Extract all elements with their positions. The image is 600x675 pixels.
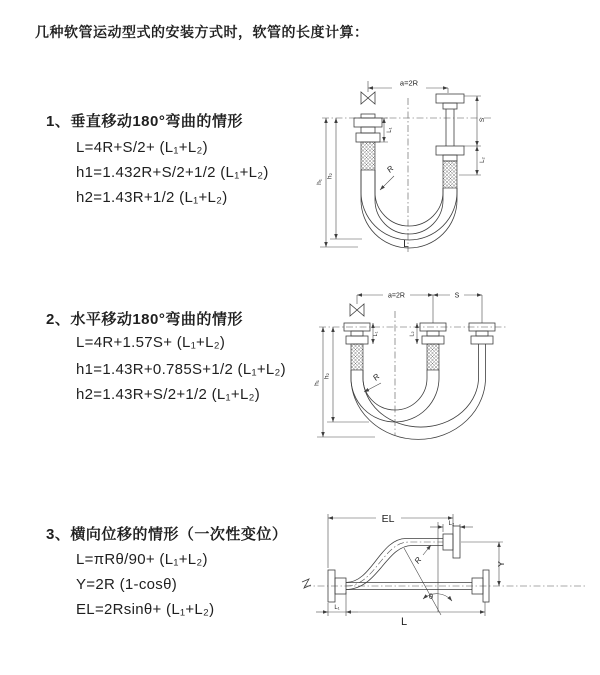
centerlines [319,311,508,435]
dim-label-y: Y [496,561,506,567]
diagram-horizontal-180 [303,283,588,448]
section-1-formula-h2: h2=1.43R+1/2 (L₁+L₂) [76,189,228,206]
section-3-formula-L: L=πRθ/90+ (L₁+L₂) [76,551,208,568]
diagram-lateral-displacement [300,498,590,648]
diagram-1-labels [316,79,486,251]
section-3-formula-EL: EL=2Rsinθ+ (L₁+L₂) [76,601,215,618]
pipe-break-symbol [302,579,311,588]
section-1-formula-h1: h1=1.432R+S/2+1/2 (L₁+L₂) [76,164,269,181]
dim-label-a2r: a=2R [399,78,419,88]
dim-label-s: S [479,117,486,123]
section-3-formula-Y: Y=2R (1-cosθ) [76,576,178,593]
left-fitting [354,114,382,170]
dim-label-l1: L₁ [387,127,393,133]
section-2-heading: 2、水平移动180°弯曲的情形 [46,311,243,328]
dim-label-r: R [371,372,382,383]
dim-label-l1: L₁ [334,605,340,611]
section-2-formula-h1: h1=1.43R+0.785S+1/2 (L₁+L₂) [76,361,286,378]
dim-label-h2: h₂ [323,372,331,380]
dim-label-h2: h₂ [326,172,334,180]
section-2-formula-L: L=4R+1.57S+ (L₁+L₂) [76,334,226,351]
dim-label-h1: h₁ [316,179,323,185]
dim-label-l: L [400,616,408,628]
dim-label-theta: θ [428,592,434,601]
dim-label-r: R [385,164,396,175]
diagram-lateral-displacement-svg [300,498,590,643]
dim-label-l2: L₂ [409,331,416,337]
left-fitting [344,323,370,370]
dim-label-l2: L₂ [480,157,486,163]
right-fitting [436,94,464,188]
diagram-vertical-180-svg [300,70,560,265]
section-2-formula-h2: h2=1.43R+S/2+1/2 (L₁+L₂) [76,386,261,403]
dim-label-a2r: a=2R [388,292,405,300]
section-1-formula-L: L=4R+S/2+ (L₁+L₂) [76,139,208,156]
diagram-2-labels [314,293,460,386]
dim-label-h1: h₁ [313,380,321,386]
dim-label-s: S [454,292,460,300]
page-title: 几种软管运动型式的安装方式时，软管的长度计算： [35,24,369,40]
dim-label-l: L [403,239,409,250]
valve-symbol [361,92,375,104]
hose-u-bend [361,170,457,248]
section-1-heading: 1、垂直移动180°弯曲的情形 [46,113,243,130]
dim-label-el: EL [381,513,395,525]
diagram-horizontal-180-svg [303,283,588,443]
dim-label-l1: L₁ [373,331,379,337]
right-fitting-moved-position [469,323,495,344]
diagram-vertical-180 [300,70,560,270]
diagram-3-labels [334,513,506,628]
hose-u-bends [351,344,486,439]
dim-label-r: R [412,555,424,566]
section-3-heading: 3、横向位移的情形（一次性变位） [46,526,288,543]
dim-label-l2: L₂ [448,521,455,527]
middle-fitting [420,323,446,370]
dimensions [316,514,503,616]
valve-symbol [350,304,364,316]
